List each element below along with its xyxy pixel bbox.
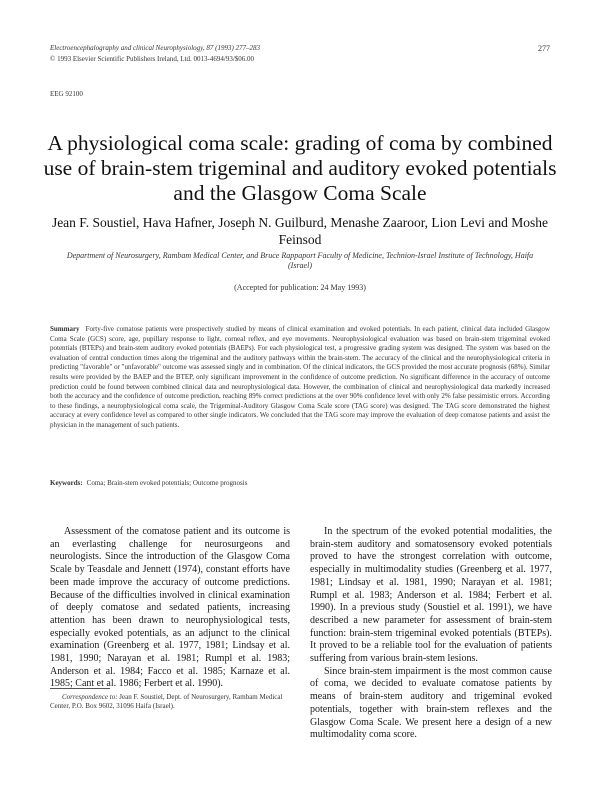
footnote-text: Jean F. Soustiel, Dept. of Neurosurgery, Rambam Medical Center, P.O. Box 9602, 31096 Haifa (Israel). — [50, 693, 283, 710]
left-column — [50, 526, 290, 691]
abstract-text: Forty-five comatose patients were prospectively studied by means of clinical examination and evoked potentials. In each patient, clinical data included Glasgow Coma Scale (GCS) score, age, pupillary response to light, corneal reflex, and eye movements. Neurophysiological evaluation was based on brain-stem trigeminal evoked potentials (BTEPs) and brain-stem auditory evoked potentials (BAEPs). For each physiological test, a progressive grading system was designed. The system was based on the evaluation of central conduction times along the trigeminal and the auditory pathways within the brain-stem. The accuracy of the clinical and the neurophysiological criteria in predicting "favorable" or "unfavorable" outcome was assessed singly and in combination. Of the clinical indicators, the GCS provided the most accurate prognosis (68%). Similar results were provided by the BAEP and the BTEP, only significant improvement in the confidence of outcome prediction. No significant difference in the accuracy of outcome prediction could be found between combined clinical data and neurophysiological data. However, the combination of clinical and neurophysiological data markedly increased both the accuracy and the confidence of outcome prediction, reaching 89% correct predictions at the over 90% confidence level with only 2% false pessimistic errors. According to these findings, a neurophysiological coma scale, the Trigeminal-Auditory Glasgow Coma Scale score (TAG score) was designed. The TAG score demonstrated the highest accuracy at every confidence level as compared to other single indicators. We concluded that the TAG score may improve the evaluation of deep comatose patients and assist the physician in the management of such patients. — [50, 325, 550, 429]
intro-paragraph: Assessment of the comatose patient and its outcome is an everlasting challenge for neurosurgeons and neurologists. Since the introduction of the Glasgow Coma Scale by Teasdale and Jennett (1974), constant efforts have been made improve the accuracy of outcome predictions. Because of the difficulties involved in clinical examination of deeply comatose and sedated patients, increasing attention has been drawn to neurophysiological tests, especially evoked potentials, as an adjunct to the clinical examination (Greenberg et al. 1977, 1981; Lindsay et al. 1981, 1990; Narayan et al. 1981; Rumpl et al. 1983; Anderson et al. 1984; Facco et al. 1985; Karnaze et al. 1985; Cant et al. 1986; Ferbert et al. 1990). — [50, 526, 290, 690]
correspondence-footnote — [50, 693, 290, 711]
author-list: Jean F. Soustiel, Hava Hafner, Joseph N. Guilburd, Menashe Zaaroor, Lion Levi and Moshe Feinsod — [51, 215, 549, 247]
footnote-label: Correspondence to: — [62, 693, 118, 701]
aim-paragraph: Since brain-stem impairment is the most common cause of coma, we decided to evaluate comatose patients by means of brain-stem auditory and trigeminal evoked potentials, together with brain-stem reflexes and the Glasgow Coma Scale. We present here a design of a new multimodality coma score. — [310, 665, 552, 741]
keywords-label: Keywords: — [50, 479, 83, 487]
accepted-date: (Accepted for publication: 24 May 1993) — [234, 283, 366, 292]
keywords — [50, 479, 247, 487]
right-column — [310, 526, 552, 742]
footnote-divider — [50, 688, 110, 689]
abstract — [50, 325, 550, 431]
paper-title: A physiological coma scale: grading of coma by combined use of brain-stem trigeminal and auditory evoked potentials and the Glasgow Coma Scale — [43, 131, 557, 205]
copyright-line: © 1993 Elsevier Scientific Publishers Ireland, Ltd. 0013-4694/93/$06.00 — [50, 55, 255, 63]
spectrum-paragraph: In the spectrum of the evoked potential modalities, the brain-stem auditory and somatosensory evoked potentials proved to have the strongest correlation with outcome, especially in multimodality studies (Greenberg et al. 1977, 1981; Lindsay et al. 1981, 1990; Narayan et al. 1981; Rumpl et al. 1983; Anderson et al. 1984; Ferbert et al. 1990). In a previous study (Soustiel et al. 1991), we have described a new parameter for assessment of brain-stem function: brain-stem trigeminal evoked potentials (BTEPs). It proved to be a reliable tool for the evaluation of patients suffering from various brain-stem lesions. — [310, 526, 552, 665]
keywords-text: Coma; Brain-stem evoked potentials; Outcome prognosis — [86, 479, 248, 487]
affiliation: Department of Neurosurgery, Rambam Medical Center, and Bruce Rappaport Faculty of Medicine, Technion-Israel Institute of Technology, Haifa (Israel) — [66, 251, 534, 270]
page-number: 277 — [538, 44, 550, 53]
article-code: EEG 92100 — [50, 90, 83, 98]
abstract-label: Summary — [50, 325, 80, 333]
journal-citation: Electroencephalography and clinical Neurophysiology, 87 (1993) 277–283 — [50, 44, 261, 52]
